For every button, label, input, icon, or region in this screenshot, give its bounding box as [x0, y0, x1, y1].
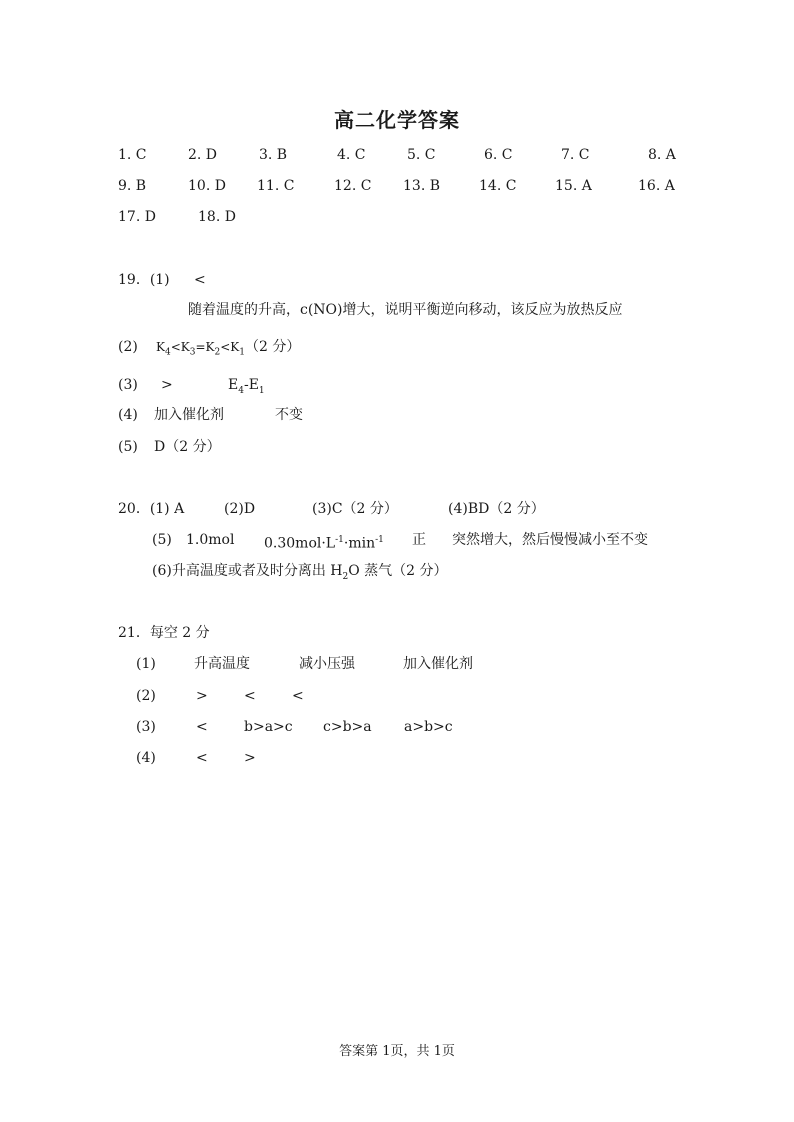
q21-row4-answer: <: [196, 750, 208, 766]
q19-part5-answer: D（2 分）: [154, 439, 221, 455]
q20-part5-label: (5): [152, 532, 172, 548]
q21-row1-answer: 加入催化剂: [403, 656, 473, 672]
q19-part4-answer-a: 加入催化剂: [154, 407, 224, 423]
page-footer: 答案第 1页，共 1页: [339, 1044, 455, 1059]
q19-part2-label: (2): [118, 339, 138, 355]
mc-answer: 9. B: [118, 178, 147, 194]
q19-part5-label: (5): [118, 439, 138, 455]
q19-part4-label: (4): [118, 407, 138, 423]
mc-answer: 15. A: [555, 178, 592, 194]
q21-row3-answer: b>a>c: [244, 719, 293, 735]
mc-answer: 11. C: [257, 178, 295, 194]
q20-part5-rate: $0.30mol\cdot L^{-1}\cdot\min^{-1}$: [264, 535, 384, 552]
q20-part3: (3)C（2 分）: [312, 501, 398, 517]
mc-answer: 10. D: [188, 178, 226, 194]
mc-answer: 2. D: [188, 147, 218, 163]
mc-answer: 18. D: [198, 209, 236, 225]
q21-row2-answer: <: [244, 688, 256, 704]
q20-part2: (2)D: [224, 501, 256, 517]
mc-answer: 17. D: [118, 209, 156, 225]
q19-part3-formula: $E_4-E_1$: [228, 377, 265, 396]
q20-part5-answer-d: 突然增大，然后慢慢减小至不变: [452, 532, 648, 548]
mc-answer: 12. C: [334, 178, 372, 194]
q21-row2-answer: >: [196, 688, 208, 704]
q20-part5-answer-a: 1.0mol: [186, 532, 235, 548]
q19-part2-formula: $K_4<K_3=K_2<K_1(2$ 分）: [156, 339, 301, 358]
q21-row1-label: (1): [136, 656, 156, 672]
mc-answer: 6. C: [484, 147, 513, 163]
q19-part4-answer-b: 不变: [275, 407, 303, 423]
q20-part4: (4)BD（2 分）: [448, 501, 545, 517]
q20-part5-answer-c: 正: [412, 532, 426, 548]
mc-answer: 7. C: [561, 147, 590, 163]
q21-row4-label: (4): [136, 750, 156, 766]
q19-part1-label: 19．(1): [118, 272, 170, 288]
q19-part3-answer: >: [161, 377, 173, 393]
q20-part6-a: (6)升高温度或者及时分离出 H: [152, 563, 343, 579]
q21-row3-answer: <: [196, 719, 208, 735]
mc-answer: 5. C: [407, 147, 436, 163]
q21-row1-answer: 升高温度: [194, 656, 250, 672]
q21-row2-label: (2): [136, 688, 156, 704]
q19-part3-label: (3): [118, 377, 138, 393]
q21-heading: 21．每空 2 分: [118, 625, 210, 641]
q20-part6: (6)升高温度或者及时分离出 $H_2O$ 蒸气（2 分）: [152, 563, 448, 582]
page-title: 高二化学答案: [334, 108, 460, 132]
q21-row3-answer: c>b>a: [323, 719, 372, 735]
q21-row2-answer: <: [292, 688, 304, 704]
q19-part1-explanation: 随着温度的升高，c(NO)增大，说明平衡逆向移动，该反应为放热反应: [188, 302, 623, 318]
q21-row1-answer: 减小压强: [299, 656, 355, 672]
mc-answer: 8. A: [648, 147, 676, 163]
mc-answer: 4. C: [337, 147, 366, 163]
mc-answer: 13. B: [403, 178, 441, 194]
q21-row3-answer: a>b>c: [404, 719, 453, 735]
q21-row3-label: (3): [136, 719, 156, 735]
q20-part6-b: O 蒸气（2 分）: [348, 563, 448, 579]
q19-part2-note: （2 分）: [245, 339, 301, 355]
mc-answer: 14. C: [479, 178, 517, 194]
q20-part1: 20．(1) A: [118, 501, 185, 517]
mc-answer: 16. A: [638, 178, 675, 194]
q19-part1-answer: <: [194, 272, 206, 288]
mc-answer: 1. C: [118, 147, 147, 163]
q21-row4-answer: >: [244, 750, 256, 766]
mc-answer: 3. B: [259, 147, 288, 163]
